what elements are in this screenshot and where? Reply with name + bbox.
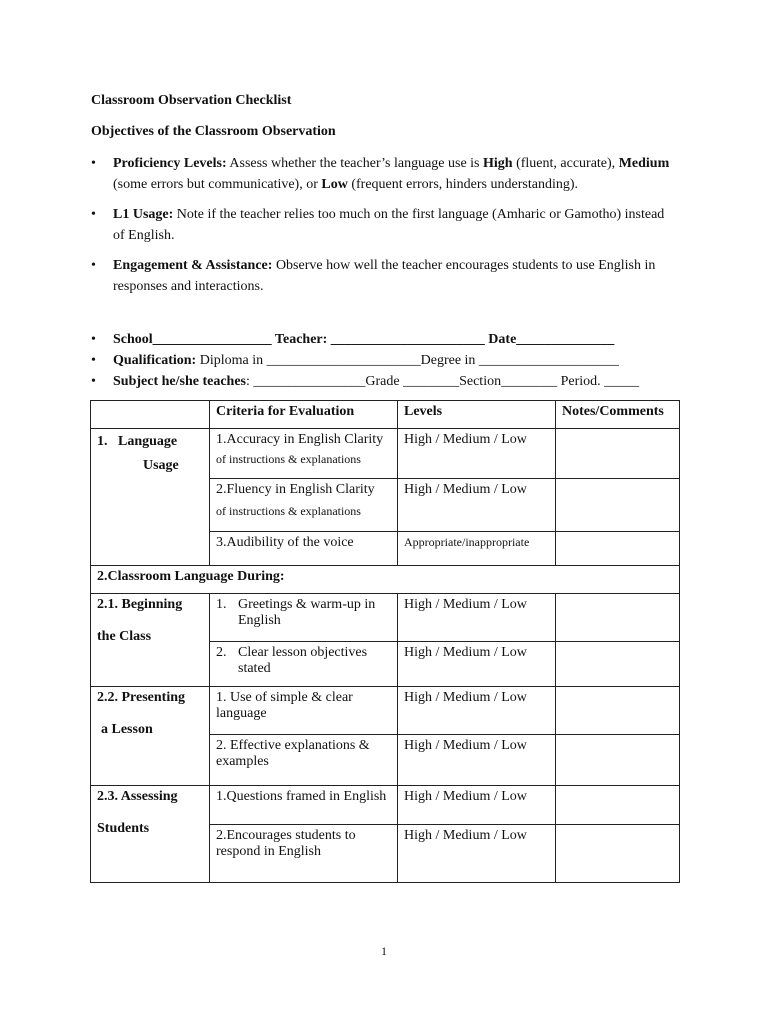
objective-label: Engagement & Assistance: bbox=[113, 258, 273, 273]
section-label-presenting: 2.2. Presenting a Lesson bbox=[91, 687, 210, 786]
document-title: Classroom Observation Checklist bbox=[91, 93, 292, 108]
notes-cell bbox=[556, 786, 680, 825]
objective-label: Proficiency Levels: bbox=[113, 156, 227, 171]
section-heading-during: 2.Classroom Language During: bbox=[91, 566, 680, 594]
objective-item: • L1 Usage: Note if the teacher relies too much on the first language (Amharic or Gamotho) instead of English. bbox=[91, 204, 671, 246]
notes-cell bbox=[556, 594, 680, 642]
info-line-qualification: • Qualification: Diploma in ______________________Degree in ____________________ bbox=[91, 350, 671, 371]
notes-cell bbox=[556, 532, 680, 566]
criteria-cell: 2.Fluency in English Clarity of instructions & explanations bbox=[210, 479, 398, 532]
criteria-cell: 2.Encourages students to respond in English bbox=[210, 825, 398, 883]
objective-item: • Engagement & Assistance: Observe how well the teacher encourages students to use English in responses and interactions. bbox=[91, 255, 671, 297]
notes-cell bbox=[556, 479, 680, 532]
table-row bbox=[91, 429, 680, 479]
criteria-cell: 1. Use of simple & clear language bbox=[210, 687, 398, 735]
levels-cell: High / Medium / Low bbox=[398, 594, 556, 642]
criteria-cell: 2. Clear lesson objectives stated bbox=[210, 642, 398, 687]
objectives-heading: Objectives of the Classroom Observation bbox=[91, 124, 336, 139]
table-row bbox=[91, 687, 680, 735]
table-row bbox=[91, 786, 680, 825]
notes-cell bbox=[556, 825, 680, 883]
section-label-beginning: 2.1. Beginning the Class bbox=[91, 594, 210, 687]
criteria-cell: 3.Audibility of the voice bbox=[210, 532, 398, 566]
objective-label: L1 Usage: bbox=[113, 207, 174, 222]
header-cell: Levels bbox=[398, 401, 556, 429]
criteria-cell: 2. Effective explanations & examples bbox=[210, 735, 398, 786]
info-line-school: • School_________________ Teacher: ______________________ Date______________ bbox=[91, 329, 671, 350]
header-cell: Notes/Comments bbox=[556, 401, 680, 429]
table-header-row bbox=[91, 401, 680, 429]
evaluation-table bbox=[90, 400, 680, 883]
table-row bbox=[91, 594, 680, 642]
info-list bbox=[91, 329, 671, 392]
levels-cell: High / Medium / Low bbox=[398, 735, 556, 786]
notes-cell bbox=[556, 687, 680, 735]
objective-item: • Proficiency Levels: Assess whether the teacher’s language use is High (fluent, accurate), Medium (some errors but communicative), or Low (frequent errors, hinders understanding). bbox=[91, 153, 671, 195]
page-number: 1 bbox=[381, 944, 387, 958]
table-row bbox=[91, 566, 680, 594]
levels-cell: High / Medium / Low bbox=[398, 429, 556, 479]
notes-cell bbox=[556, 735, 680, 786]
notes-cell bbox=[556, 642, 680, 687]
section-label-assessing: 2.3. Assessing Students bbox=[91, 786, 210, 883]
section-label-language-usage: 1. Language Usage bbox=[91, 429, 210, 566]
levels-cell: High / Medium / Low bbox=[398, 825, 556, 883]
objectives-list bbox=[91, 153, 671, 306]
criteria-cell: 1.Accuracy in English Clarity of instructions & explanations bbox=[210, 429, 398, 479]
levels-cell: High / Medium / Low bbox=[398, 687, 556, 735]
criteria-cell: 1.Questions framed in English bbox=[210, 786, 398, 825]
criteria-cell: 1. Greetings & warm-up in English bbox=[210, 594, 398, 642]
notes-cell bbox=[556, 429, 680, 479]
levels-cell: Appropriate/inappropriate bbox=[398, 532, 556, 566]
levels-cell: High / Medium / Low bbox=[398, 479, 556, 532]
header-cell: Criteria for Evaluation bbox=[210, 401, 398, 429]
levels-cell: High / Medium / Low bbox=[398, 786, 556, 825]
levels-cell: High / Medium / Low bbox=[398, 642, 556, 687]
header-cell bbox=[91, 401, 210, 429]
info-line-subject: • Subject he/she teaches: ________________Grade ________Section________ Period. _____ bbox=[91, 371, 671, 392]
